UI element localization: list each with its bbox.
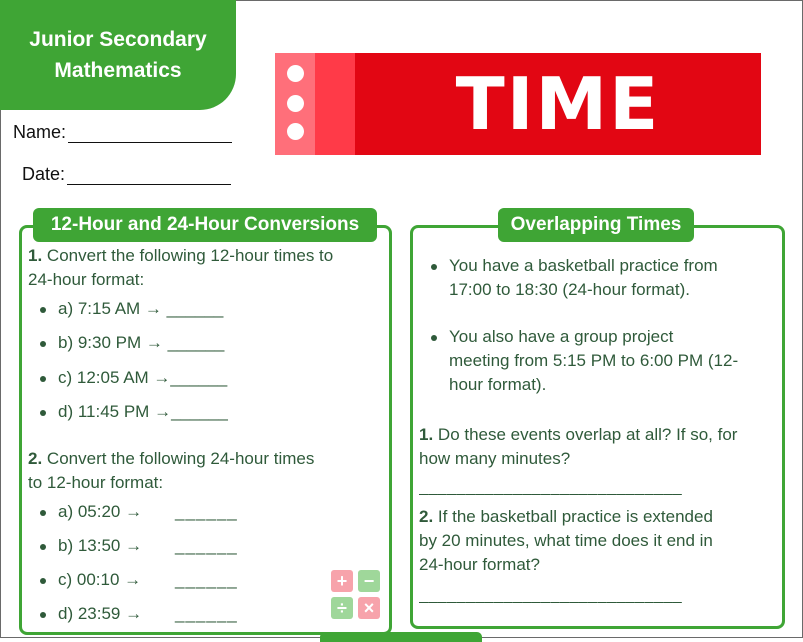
list-item-label: b) 13:50 → [58, 536, 143, 555]
list-item [58, 568, 238, 592]
banner-stripe-mid [315, 53, 355, 155]
list-item: d) 11:45 PM →______ [58, 400, 228, 424]
page-title: TIME [455, 62, 661, 146]
list-item [58, 534, 238, 558]
list-item [449, 254, 718, 302]
right-q2-line1: If the basketball practice is extended [437, 507, 713, 526]
overlapping-heading: Overlapping Times [498, 208, 694, 242]
left-q2-line1: Convert the following 24-hour times [46, 449, 315, 468]
list-item: b) 9:30 PM → ______ [58, 331, 224, 355]
name-label: Name: [13, 122, 67, 142]
name-field[interactable] [13, 122, 232, 143]
name-line[interactable] [68, 124, 232, 143]
minus-icon: − [358, 570, 380, 592]
conversions-heading: 12-Hour and 24-Hour Conversions [33, 208, 377, 242]
binder-hole-icon [287, 123, 304, 140]
answer-line[interactable]: ____________________________ [419, 587, 683, 604]
right-q1-line1: Do these events overlap at all? If so, for [437, 425, 738, 444]
bottom-tab [320, 632, 482, 642]
right-q2-text [419, 505, 777, 577]
list-item-label: c) 00:10 → [58, 570, 142, 589]
left-q2-text [28, 447, 384, 495]
bullet1-line2: 17:00 to 18:30 (24-hour format). [449, 280, 690, 299]
binder-hole-icon [287, 65, 304, 82]
list-item [58, 602, 238, 626]
list-item [449, 325, 738, 397]
right-q2-number: 2. [419, 507, 434, 526]
bullet2-line3: hour format). [449, 375, 547, 394]
bullet1-line1: You have a basketball practice from [449, 256, 718, 275]
right-q1-line2: how many minutes? [419, 449, 571, 468]
right-q2-line3: 24-hour format? [419, 555, 540, 574]
answer-blank[interactable]: ______ [175, 502, 238, 521]
left-q1-text [28, 244, 384, 292]
left-q2-line2: to 12-hour format: [28, 473, 164, 492]
list-item-label: a) 05:20 → [58, 502, 143, 521]
answer-blank[interactable]: ______ [175, 536, 238, 555]
list-item: c) 12:05 AM →______ [58, 366, 227, 390]
bullet2-line2: meeting from 5:15 PM to 6:00 PM (12- [449, 351, 739, 370]
list-item [58, 500, 238, 524]
binder-hole-icon [287, 95, 304, 112]
subject-line-2: Mathematics [54, 59, 182, 82]
list-item-label: d) 23:59 → [58, 604, 143, 623]
left-q2-number: 2. [28, 449, 43, 468]
date-line[interactable] [67, 166, 231, 185]
list-item: a) 7:15 AM → ______ [58, 297, 223, 321]
right-q2-line2: by 20 minutes, what time does it end in [419, 531, 713, 550]
date-label: Date: [22, 164, 66, 184]
right-q1-number: 1. [419, 425, 434, 444]
left-q1-line2: 24-hour format: [28, 270, 145, 289]
subject-line-1: Junior Secondary [29, 28, 207, 51]
divide-icon: ÷ [331, 597, 353, 619]
answer-blank[interactable]: ______ [175, 604, 238, 623]
subject-tab [0, 0, 236, 110]
right-q1-text [419, 423, 777, 471]
bullet2-line1: You also have a group project [449, 327, 674, 346]
date-field[interactable] [22, 164, 231, 185]
answer-blank[interactable]: ______ [175, 570, 238, 589]
left-q1-line1: Convert the following 12-hour times to [46, 246, 334, 265]
answer-line[interactable]: ____________________________ [419, 479, 683, 496]
title-banner [275, 53, 761, 155]
plus-icon: + [331, 570, 353, 592]
math-operators-decoration [331, 570, 381, 620]
times-icon: × [358, 597, 380, 619]
left-q1-number: 1. [28, 246, 43, 265]
